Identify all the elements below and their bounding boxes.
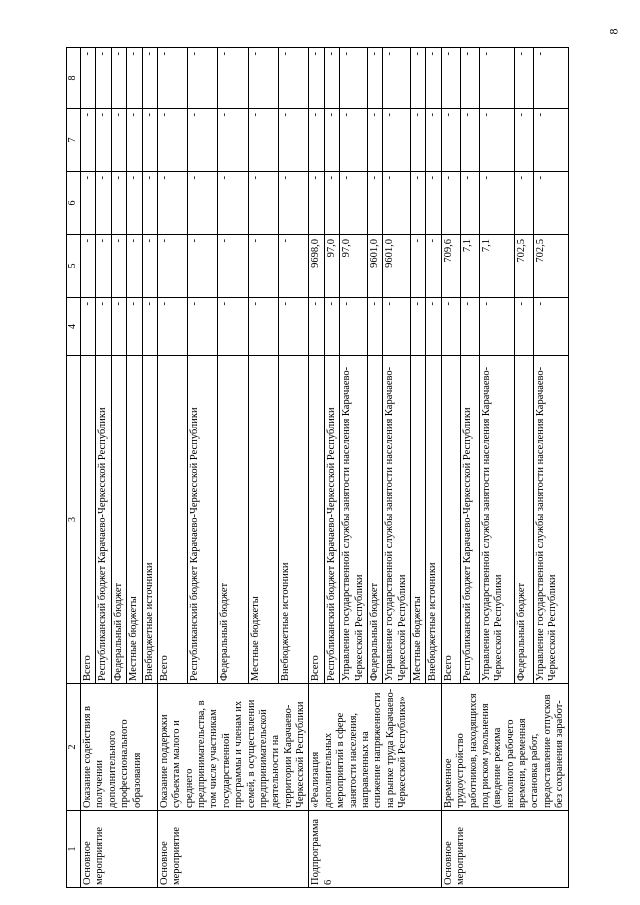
value-cell: - bbox=[188, 109, 218, 172]
table-body bbox=[81, 48, 569, 888]
value-cell: - bbox=[248, 48, 278, 109]
value-cell: - bbox=[218, 235, 248, 298]
value-cell: - bbox=[426, 235, 441, 298]
header-cell: 8 bbox=[67, 48, 81, 109]
value-cell: - bbox=[96, 298, 111, 356]
header-cell: 1 bbox=[67, 811, 81, 888]
value-cell: - bbox=[188, 48, 218, 109]
value-cell: - bbox=[111, 109, 126, 172]
value-cell: - bbox=[411, 109, 426, 172]
value-cell: - bbox=[340, 109, 368, 172]
value-cell: - bbox=[81, 48, 96, 109]
value-cell: 702,5 bbox=[514, 235, 533, 298]
measure-name-cell: Оказание содействия в получении дополнительного профессионального образования bbox=[81, 684, 158, 811]
value-cell: - bbox=[411, 235, 426, 298]
value-cell: 9601,0 bbox=[383, 235, 411, 298]
funding-source-cell: Управление государственной службы занятости населения Карачаево-Черкесской Республики bbox=[480, 356, 515, 684]
header-row bbox=[67, 48, 81, 888]
value-cell: 97,0 bbox=[340, 235, 368, 298]
value-cell: - bbox=[441, 48, 460, 109]
value-cell: - bbox=[533, 172, 568, 235]
value-cell: 7,1 bbox=[480, 235, 515, 298]
value-cell: - bbox=[157, 109, 187, 172]
value-cell: - bbox=[514, 172, 533, 235]
funding-source-cell: Управление государственной службы занятости населения Карачаево-Черкесской Республики bbox=[383, 356, 411, 684]
value-cell: - bbox=[426, 48, 441, 109]
funding-source-cell: Республиканский бюджет Карачаево-Черкесской Республики bbox=[96, 356, 111, 684]
value-cell: 702,5 bbox=[533, 235, 568, 298]
funding-source-cell: Местные бюджеты bbox=[127, 356, 142, 684]
value-cell: - bbox=[533, 298, 568, 356]
value-cell: - bbox=[248, 172, 278, 235]
measure-name-cell: «Реализация дополнительных мероприятий в сфере занятости населения, направленных на снижение напряженности на рынке труда Карачаево-Черкесской Республики» bbox=[309, 684, 441, 811]
value-cell: - bbox=[81, 235, 96, 298]
page-number: 8 bbox=[606, 28, 621, 35]
value-cell: - bbox=[383, 109, 411, 172]
value-cell: - bbox=[309, 48, 324, 109]
table-row bbox=[441, 48, 460, 888]
value-cell: - bbox=[324, 172, 339, 235]
funding-source-cell: Внебюджетные источники bbox=[426, 356, 441, 684]
value-cell: - bbox=[367, 109, 382, 172]
funding-source-cell: Управление государственной службы занятости населения Карачаево-Черкесской Республики bbox=[340, 356, 368, 684]
value-cell: - bbox=[460, 109, 479, 172]
value-cell: - bbox=[142, 48, 157, 109]
funding-source-cell: Федеральный бюджет bbox=[111, 356, 126, 684]
value-cell: - bbox=[383, 298, 411, 356]
value-cell: - bbox=[324, 109, 339, 172]
value-cell: - bbox=[111, 172, 126, 235]
value-cell: - bbox=[460, 172, 479, 235]
value-cell: - bbox=[426, 172, 441, 235]
measure-type-cell: Основное мероприятие bbox=[81, 811, 158, 888]
value-cell: - bbox=[127, 172, 142, 235]
budget-table bbox=[66, 47, 569, 888]
value-cell: - bbox=[96, 235, 111, 298]
value-cell: - bbox=[157, 172, 187, 235]
measure-type-cell: Основное мероприятие bbox=[157, 811, 309, 888]
funding-source-cell: Федеральный бюджет bbox=[218, 356, 248, 684]
value-cell: - bbox=[533, 48, 568, 109]
value-cell: - bbox=[480, 109, 515, 172]
value-cell: - bbox=[218, 298, 248, 356]
value-cell: 9698,0 bbox=[309, 235, 324, 298]
value-cell: - bbox=[533, 109, 568, 172]
value-cell: - bbox=[188, 235, 218, 298]
header-cell: 4 bbox=[67, 298, 81, 356]
value-cell: - bbox=[127, 298, 142, 356]
value-cell: - bbox=[218, 172, 248, 235]
funding-source-cell: Управление государственной службы занятости населения Карачаево-Черкесской Республики bbox=[533, 356, 568, 684]
funding-source-cell: Всего bbox=[81, 356, 96, 684]
value-cell: - bbox=[411, 172, 426, 235]
value-cell: - bbox=[248, 235, 278, 298]
funding-source-cell: Республиканский бюджет Карачаево-Черкесской Республики bbox=[324, 356, 339, 684]
funding-source-cell: Республиканский бюджет Карачаево-Черкесской Республики bbox=[460, 356, 479, 684]
value-cell: - bbox=[218, 109, 248, 172]
value-cell: - bbox=[111, 235, 126, 298]
value-cell: - bbox=[188, 172, 218, 235]
value-cell: - bbox=[279, 172, 309, 235]
value-cell: - bbox=[111, 48, 126, 109]
header-cell: 6 bbox=[67, 172, 81, 235]
value-cell: - bbox=[514, 109, 533, 172]
funding-source-cell: Внебюджетные источники bbox=[142, 356, 157, 684]
header-cell: 7 bbox=[67, 109, 81, 172]
value-cell: - bbox=[460, 48, 479, 109]
value-cell: - bbox=[426, 109, 441, 172]
value-cell: - bbox=[480, 298, 515, 356]
table-row bbox=[81, 48, 96, 888]
value-cell: - bbox=[411, 48, 426, 109]
value-cell: - bbox=[324, 48, 339, 109]
header-cell: 5 bbox=[67, 235, 81, 298]
value-cell: - bbox=[96, 172, 111, 235]
value-cell: - bbox=[111, 298, 126, 356]
value-cell: - bbox=[441, 109, 460, 172]
value-cell: - bbox=[248, 109, 278, 172]
value-cell: 7,1 bbox=[460, 235, 479, 298]
value-cell: - bbox=[411, 298, 426, 356]
value-cell: - bbox=[279, 109, 309, 172]
value-cell: 97,0 bbox=[324, 235, 339, 298]
value-cell: - bbox=[367, 48, 382, 109]
value-cell: - bbox=[340, 172, 368, 235]
table-row bbox=[309, 48, 324, 888]
funding-source-cell: Республиканский бюджет Карачаево-Черкесской Республики bbox=[188, 356, 218, 684]
table-row bbox=[157, 48, 187, 888]
value-cell: - bbox=[81, 298, 96, 356]
value-cell: - bbox=[81, 109, 96, 172]
value-cell: - bbox=[441, 298, 460, 356]
value-cell: - bbox=[127, 48, 142, 109]
value-cell: - bbox=[142, 172, 157, 235]
funding-source-cell: Федеральный бюджет bbox=[367, 356, 382, 684]
value-cell: - bbox=[142, 298, 157, 356]
value-cell: - bbox=[480, 172, 515, 235]
measure-name-cell: Оказание поддержки субъектам малого и среднего предпринимательства, в том числе участникам государственной программы и членам их семей, в осуществлении предпринимательской деятельности на территории Карачаево-Черкесской Республики bbox=[157, 684, 309, 811]
value-cell: - bbox=[248, 298, 278, 356]
value-cell: - bbox=[367, 298, 382, 356]
measure-name-cell: Временное трудоустройство работников, находящихся под риском увольнения (введение режима неполного рабочего времени, временная остановка работ, предоставление отпусков без сохранения заработ- bbox=[441, 684, 568, 811]
value-cell: - bbox=[367, 172, 382, 235]
value-cell: - bbox=[309, 172, 324, 235]
value-cell: - bbox=[218, 48, 248, 109]
measure-type-cell: Подпрограмма 6 bbox=[309, 811, 441, 888]
funding-source-cell: Внебюджетные источники bbox=[279, 356, 309, 684]
value-cell: - bbox=[460, 298, 479, 356]
value-cell: - bbox=[188, 298, 218, 356]
funding-source-cell: Местные бюджеты bbox=[248, 356, 278, 684]
value-cell: - bbox=[383, 172, 411, 235]
value-cell: - bbox=[383, 48, 411, 109]
funding-source-cell: Местные бюджеты bbox=[411, 356, 426, 684]
value-cell: - bbox=[157, 298, 187, 356]
value-cell: - bbox=[426, 298, 441, 356]
value-cell: - bbox=[142, 109, 157, 172]
value-cell: - bbox=[340, 298, 368, 356]
value-cell: - bbox=[127, 109, 142, 172]
value-cell: 709,6 bbox=[441, 235, 460, 298]
funding-source-cell: Всего bbox=[157, 356, 187, 684]
value-cell: - bbox=[480, 48, 515, 109]
funding-source-cell: Всего bbox=[309, 356, 324, 684]
value-cell: - bbox=[309, 109, 324, 172]
header-cell: 2 bbox=[67, 684, 81, 811]
value-cell: - bbox=[157, 48, 187, 109]
value-cell: 9601,0 bbox=[367, 235, 382, 298]
value-cell: - bbox=[96, 109, 111, 172]
measure-type-cell: Основное мероприятие bbox=[441, 811, 568, 888]
value-cell: - bbox=[441, 172, 460, 235]
value-cell: - bbox=[514, 48, 533, 109]
value-cell: - bbox=[142, 235, 157, 298]
value-cell: - bbox=[309, 298, 324, 356]
value-cell: - bbox=[324, 298, 339, 356]
header-cell: 3 bbox=[67, 356, 81, 684]
funding-source-cell: Федеральный бюджет bbox=[514, 356, 533, 684]
rotated-table-sheet bbox=[66, 48, 635, 888]
value-cell: - bbox=[96, 48, 111, 109]
value-cell: - bbox=[127, 235, 142, 298]
value-cell: - bbox=[157, 235, 187, 298]
funding-source-cell: Всего bbox=[441, 356, 460, 684]
value-cell: - bbox=[279, 298, 309, 356]
value-cell: - bbox=[81, 172, 96, 235]
value-cell: - bbox=[279, 48, 309, 109]
value-cell: - bbox=[340, 48, 368, 109]
value-cell: - bbox=[514, 298, 533, 356]
value-cell: - bbox=[279, 235, 309, 298]
